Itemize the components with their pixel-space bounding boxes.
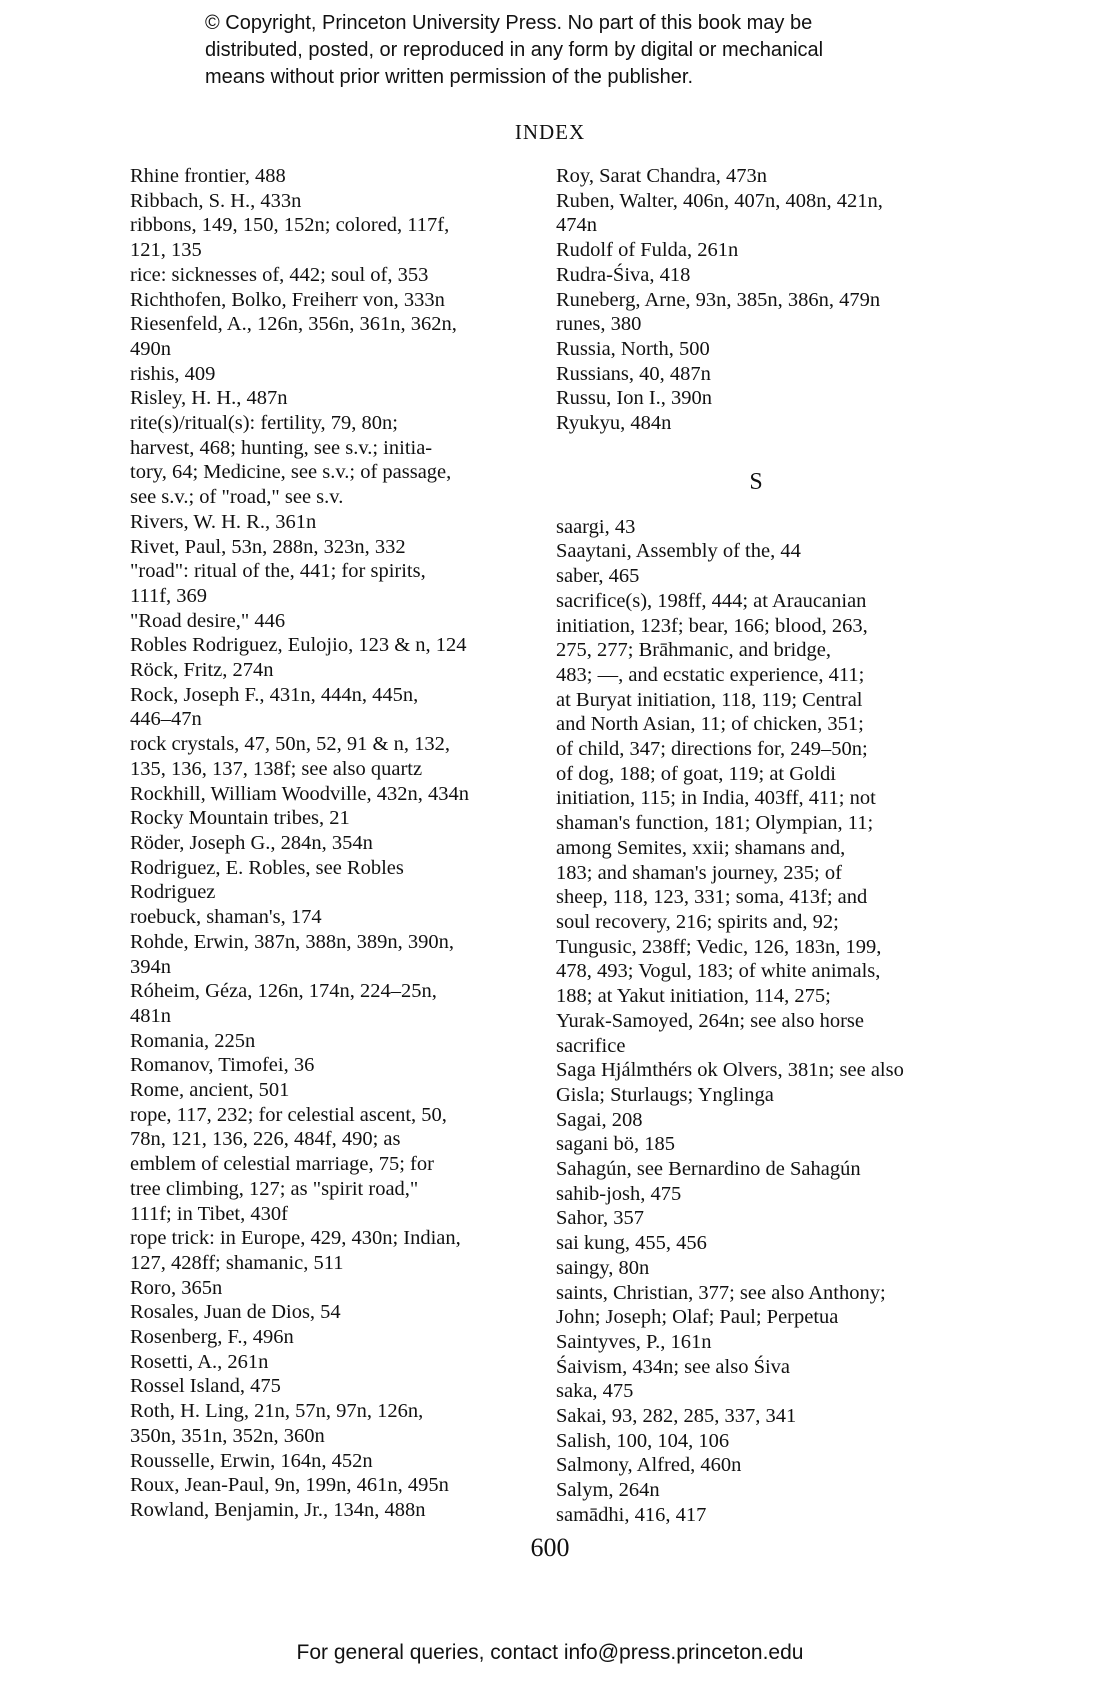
index-entry (130, 1498, 530, 1523)
index-entry-line: of child, 347; directions for, 249–50n; (556, 738, 868, 761)
index-entry-line: emblem of celestial marriage, 75; for (130, 1153, 434, 1176)
index-entry-line: Rousselle, Erwin, 164n, 452n (130, 1449, 373, 1472)
index-entry-line: Risley, H. H., 487n (130, 387, 288, 410)
index-entry-line: Russia, North, 500 (556, 337, 710, 360)
index-entry (556, 1182, 956, 1207)
index-entry-line: saargi, 43 (556, 515, 636, 538)
index-entry (130, 732, 530, 781)
index-entry-line: Riesenfeld, A., 126n, 356n, 361n, 362n, (130, 313, 457, 336)
index-entry (130, 1103, 530, 1227)
index-entry-line: 394n (130, 955, 171, 978)
index-entry-line: 478, 493; Vogul, 183; of white animals, (556, 960, 881, 983)
index-entry-line: Russu, Ion I., 390n (556, 387, 713, 410)
index-entry (556, 515, 956, 540)
index-entry-line: 183; and shaman's journey, 235; of (556, 861, 842, 884)
index-entry-line: Rosales, Juan de Dios, 54 (130, 1301, 341, 1324)
index-entry (130, 1473, 530, 1498)
index-entry (556, 1231, 956, 1256)
index-entry-line: sai kung, 455, 456 (556, 1232, 707, 1255)
index-entry-line: Sahagún, see Bernardino de Sahagún (556, 1158, 861, 1181)
index-entry-line: Rohde, Erwin, 387n, 388n, 389n, 390n, (130, 930, 454, 953)
index-entry-line: Rocky Mountain tribes, 21 (130, 807, 350, 830)
index-entry-line: see s.v.; of "road," see s.v. (130, 486, 344, 509)
index-entry-line: 474n (556, 214, 597, 237)
index-entry-line: Gisla; Sturlaugs; Ynglinga (556, 1083, 774, 1106)
index-entry-line: Robles Rodriguez, Eulojio, 123 & n, 124 (130, 634, 467, 657)
index-entry-line: tree climbing, 127; as "spirit road," (130, 1177, 419, 1200)
index-entry-line: runes, 380 (556, 313, 642, 336)
index-entry (556, 1355, 956, 1380)
index-entry-line: Röck, Fritz, 274n (130, 659, 274, 682)
index-entry-line: sahib-josh, 475 (556, 1182, 682, 1205)
index-entry-line: saingy, 80n (556, 1256, 650, 1279)
index-entry-line: rice: sicknesses of, 442; soul of, 353 (130, 263, 429, 286)
index-entry-line: of dog, 188; of goat, 119; at Goldi (556, 762, 836, 785)
index-entry-line: Ribbach, S. H., 433n (130, 189, 302, 212)
index-entry (556, 1281, 956, 1330)
index-entry-line: sacrifice(s), 198ff, 444; at Araucanian (556, 589, 867, 612)
index-entry-line: 111f; in Tibet, 430f (130, 1202, 288, 1225)
index-entry (556, 337, 956, 362)
index-entry-line: Rivers, W. H. R., 361n (130, 510, 317, 533)
index-entry (556, 1379, 956, 1404)
index-entry-line: sheep, 118, 123, 331; soma, 413f; and (556, 886, 868, 909)
index-entry-line: Romania, 225n (130, 1029, 256, 1052)
index-entry (130, 1276, 530, 1301)
index-entry-line: roebuck, shaman's, 174 (130, 906, 322, 929)
index-entry-line: rock crystals, 47, 50n, 52, 91 & n, 132, (130, 733, 450, 756)
index-entry (130, 1226, 530, 1275)
index-entry-line: Rossel Island, 475 (130, 1375, 281, 1398)
index-entry (556, 238, 956, 263)
index-entry-line: 350n, 351n, 352n, 360n (130, 1424, 325, 1447)
copyright-line: distributed, posted, or reproduced in any form by digital or mechanical (205, 39, 824, 61)
index-entry (130, 362, 530, 387)
index-entry (130, 288, 530, 313)
index-entry-line: 127, 428ff; shamanic, 511 (130, 1251, 344, 1274)
index-entry-line: Salym, 264n (556, 1479, 660, 1502)
index-entry (130, 831, 530, 856)
index-entry-line: Rockhill, William Woodville, 432n, 434n (130, 782, 469, 805)
index-entry (556, 362, 956, 387)
index-entry-line: Röder, Joseph G., 284n, 354n (130, 831, 373, 854)
index-entry-line: Romanov, Timofei, 36 (130, 1054, 315, 1077)
index-entry (556, 263, 956, 288)
index-entry (130, 633, 530, 658)
index-entry (130, 213, 530, 262)
index-entry-line: "Road desire," 446 (130, 609, 286, 632)
index-entry-line: Ruben, Walter, 406n, 407n, 408n, 421n, (556, 189, 883, 212)
index-entry (130, 1350, 530, 1375)
index-entry (556, 288, 956, 313)
index-entry-line: Sakai, 93, 282, 285, 337, 341 (556, 1405, 797, 1428)
index-entry-line: samādhi, 416, 417 (556, 1503, 707, 1526)
index-entry (556, 1256, 956, 1281)
index-entry-line: and North Asian, 11; of chicken, 351; (556, 713, 864, 736)
index-entry (130, 559, 530, 608)
copyright-notice (205, 10, 965, 91)
index-entry-line: rishis, 409 (130, 362, 216, 385)
index-entry-line: sacrifice (556, 1034, 626, 1057)
index-entry (556, 189, 956, 238)
index-entry (130, 658, 530, 683)
index-entry (556, 539, 956, 564)
index-entry-line: John; Joseph; Olaf; Paul; Perpetua (556, 1306, 839, 1329)
index-entry-line: Salish, 100, 104, 106 (556, 1429, 730, 1452)
index-entry-line: shaman's function, 181; Olympian, 11; (556, 812, 874, 835)
index-entry-line: 446–47n (130, 708, 202, 731)
index-entry-line: initiation, 123f; bear, 166; blood, 263, (556, 614, 868, 637)
index-entry-line: 111f, 369 (130, 584, 208, 607)
index-entry-line: Saga Hjálmthérs ok Olvers, 381n; see also (556, 1059, 904, 1082)
index-entry-line: Runeberg, Arne, 93n, 385n, 386n, 479n (556, 288, 881, 311)
index-entry (130, 1300, 530, 1325)
index-entry-line: Roy, Sarat Chandra, 473n (556, 165, 768, 187)
index-entry-line: 483; —, and ecstatic experience, 411; (556, 663, 865, 686)
index-entry-line: Śaivism, 434n; see also Śiva (556, 1355, 791, 1378)
index-entry-line: saka, 475 (556, 1380, 634, 1403)
index-entry (130, 535, 530, 560)
index-entry-line: among Semites, xxii; shamans and, (556, 836, 846, 859)
index-entry (130, 510, 530, 535)
index-entry (130, 1078, 530, 1103)
index-entry (556, 411, 956, 436)
index-entry-line: Róheim, Géza, 126n, 174n, 224–25n, (130, 980, 437, 1003)
index-entry (556, 1157, 956, 1182)
index-group-s (556, 515, 956, 1528)
index-entry (556, 312, 956, 337)
index-entry-line: Rudra-Śiva, 418 (556, 263, 691, 286)
index-entry-line: Rodriguez, E. Robles, see Robles (130, 856, 404, 879)
index-entry-line: sagani bö, 185 (556, 1133, 675, 1156)
index-entry (130, 609, 530, 634)
index-entry-line: rope trick: in Europe, 429, 430n; Indian, (130, 1227, 461, 1250)
index-entry-line: saints, Christian, 377; see also Anthony; (556, 1281, 886, 1304)
index-entry-line: 275, 277; Brāhmanic, and bridge, (556, 639, 831, 662)
index-entry-line: Sahor, 357 (556, 1207, 645, 1230)
index-entry (130, 164, 530, 189)
index-entry (556, 1108, 956, 1133)
index-entry-line: Saintyves, P., 161n (556, 1330, 712, 1353)
index-entry-line: Roux, Jean-Paul, 9n, 199n, 461n, 495n (130, 1474, 449, 1497)
index-entry-line: Rodriguez (130, 881, 216, 904)
index-entry (130, 386, 530, 411)
index-entry-line: Rosenberg, F., 496n (130, 1326, 294, 1349)
index-entry-line: Roro, 365n (130, 1276, 223, 1299)
index-entry-line: Ryukyu, 484n (556, 412, 672, 435)
index-entry (130, 1325, 530, 1350)
index-entry (556, 1058, 956, 1107)
index-entry (556, 1453, 956, 1478)
index-entry (556, 1206, 956, 1231)
index-entry (130, 1053, 530, 1078)
index-entry-line: saber, 465 (556, 565, 640, 588)
index-entry-line: Rivet, Paul, 53n, 288n, 323n, 332 (130, 535, 406, 558)
copyright-line: © Copyright, Princeton University Press. No part of this book may be (205, 12, 813, 34)
index-entry (130, 782, 530, 807)
index-entry (556, 564, 956, 589)
index-entry (130, 856, 530, 905)
index-entry (130, 312, 530, 361)
index-entry (130, 806, 530, 831)
index-entry (556, 164, 956, 189)
index-entry (556, 1404, 956, 1429)
copyright-line: means without prior written permission of the publisher. (205, 66, 694, 88)
index-entry (556, 1429, 956, 1454)
index-entry (556, 386, 956, 411)
index-group-r (556, 164, 956, 436)
index-entry-line: ribbons, 149, 150, 152n; colored, 117f, (130, 214, 450, 237)
section-letter: S (749, 468, 763, 495)
footer-contact: For general queries, contact info@press.princeton.edu (296, 1641, 804, 1664)
index-entry-line: 78n, 121, 136, 226, 484f, 490; as (130, 1128, 401, 1151)
index-entry-line: Rhine frontier, 488 (130, 165, 286, 187)
index-entry-line: Rock, Joseph F., 431n, 444n, 445n, (130, 683, 419, 706)
index-entry (130, 683, 530, 732)
index-column-right (556, 164, 956, 1528)
index-entry (130, 1374, 530, 1399)
index-entry-line: Tungusic, 238ff; Vedic, 126, 183n, 199, (556, 935, 882, 958)
index-entry-line: initiation, 115; in India, 403ff, 411; not (556, 787, 876, 810)
index-entry (556, 589, 956, 1058)
index-entry-line: 188; at Yakut initiation, 114, 275; (556, 985, 831, 1008)
index-entry-line: harvest, 468; hunting, see s.v.; initia- (130, 436, 433, 459)
index-entry-line: Rowland, Benjamin, Jr., 134n, 488n (130, 1498, 426, 1521)
index-entry (130, 1029, 530, 1054)
index-column-left (130, 164, 530, 1523)
index-entry-line: rite(s)/ritual(s): fertility, 79, 80n; (130, 412, 398, 435)
index-entry-line: rope, 117, 232; for celestial ascent, 50, (130, 1103, 447, 1126)
index-entry-line: Yurak-Samoyed, 264n; see also horse (556, 1009, 865, 1032)
index-entry (130, 263, 530, 288)
index-entry-line: 490n (130, 337, 171, 360)
index-entry-line: 121, 135 (130, 239, 202, 262)
index-entry-line: Russians, 40, 487n (556, 362, 711, 385)
index-entry (130, 1449, 530, 1474)
index-entry-line: "road": ritual of the, 441; for spirits, (130, 560, 426, 583)
index-entry (556, 1478, 956, 1503)
index-entry-line: at Buryat initiation, 118, 119; Central (556, 688, 863, 711)
index-entry-line: 135, 136, 137, 138f; see also quartz (130, 757, 423, 780)
index-entry (556, 1132, 956, 1157)
index-entry-line: Sagai, 208 (556, 1108, 643, 1131)
page-number: 600 (530, 1533, 570, 1562)
index-entry-line: soul recovery, 216; spirits and, 92; (556, 910, 839, 933)
index-entry (130, 189, 530, 214)
index-entry-line: 481n (130, 1004, 171, 1027)
index-entry (556, 1330, 956, 1355)
index-entry (130, 1399, 530, 1448)
index-entry-line: Rome, ancient, 501 (130, 1079, 290, 1102)
index-entry (130, 905, 530, 930)
index-entry-line: Saaytani, Assembly of the, 44 (556, 540, 801, 563)
index-entry (130, 979, 530, 1028)
running-head: INDEX (514, 120, 586, 144)
index-entry-line: Salmony, Alfred, 460n (556, 1454, 742, 1477)
index-entry-line: tory, 64; Medicine, see s.v.; of passage, (130, 461, 452, 484)
index-entry (130, 411, 530, 510)
index-entry (130, 930, 530, 979)
index-entry-line: Roth, H. Ling, 21n, 57n, 97n, 126n, (130, 1400, 424, 1423)
index-entry-line: Richthofen, Bolko, Freiherr von, 333n (130, 288, 445, 311)
index-entry-line: Rudolf of Fulda, 261n (556, 239, 739, 262)
index-entry (556, 1503, 956, 1528)
index-entry-line: Rosetti, A., 261n (130, 1350, 269, 1373)
